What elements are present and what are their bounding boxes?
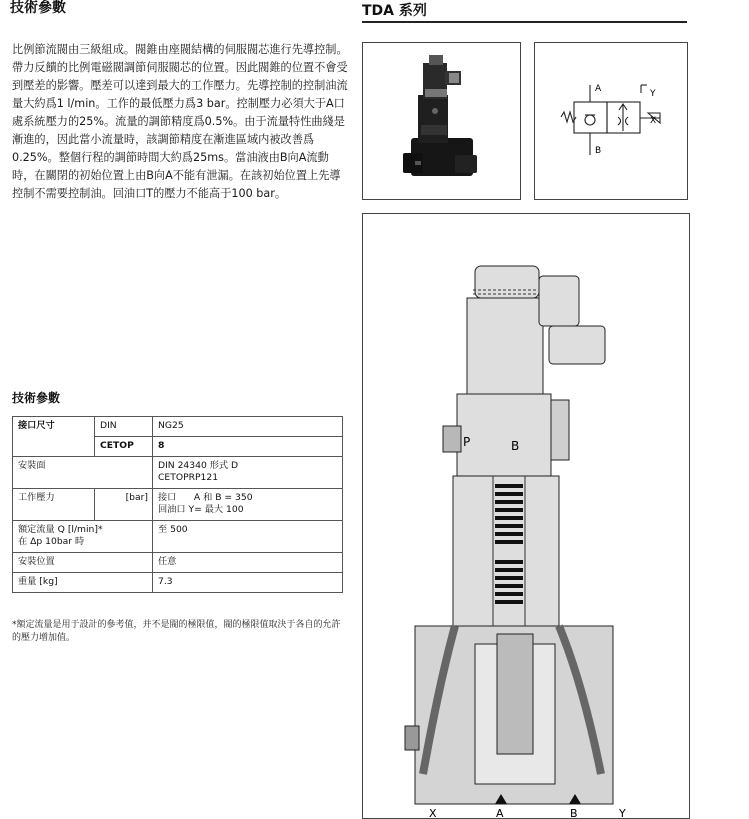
section-drawing-frame	[362, 213, 690, 819]
footnote: *額定流量是用于設計的參考值，并不是閥的極限值，閥的極限值取決于各自的允許的壓力增加值。	[12, 620, 341, 643]
hydraulic-symbol-frame	[534, 42, 688, 200]
cetop-label: CETOP	[95, 437, 153, 457]
symbol-label-y: Y	[650, 89, 656, 99]
spec-title: 技術參數	[12, 391, 61, 405]
pressure-line-1: 接口 A 和 B = 350	[158, 492, 253, 503]
mounting-line-2: CETOPRP121	[158, 472, 219, 483]
cetop-value: 8	[153, 437, 343, 457]
flow-value: 至 500	[153, 521, 343, 553]
pressure-label: 工作壓力	[13, 489, 95, 521]
section-label-a: A	[496, 807, 504, 818]
pressure-value	[153, 489, 343, 521]
weight-label: 重量 [kg]	[13, 573, 153, 593]
section-label-p: P	[463, 435, 471, 449]
table-row	[13, 417, 343, 437]
table-row	[13, 489, 343, 521]
din-label: DIN	[95, 417, 153, 437]
product-photo-frame	[362, 42, 521, 200]
table-row	[13, 521, 343, 553]
symbol-label-a: A	[595, 84, 602, 94]
section-label-b: B	[511, 439, 520, 453]
section-label-b2: B	[570, 807, 578, 818]
pressure-unit: [bar]	[95, 489, 153, 521]
weight-value: 7.3	[153, 573, 343, 593]
valve-section-drawing	[363, 214, 689, 818]
table-row	[13, 553, 343, 573]
series-title: TDA 系列	[362, 3, 427, 19]
spec-table	[12, 416, 343, 593]
table-row	[13, 573, 343, 593]
flow-label-line-1: 額定流量 Q [l/min]*	[18, 524, 103, 535]
position-label: 安裝位置	[13, 553, 153, 573]
section-label-y: Y	[619, 807, 626, 818]
valve-photo-image	[363, 43, 520, 199]
table-row	[13, 457, 343, 489]
section-title: 技術參數	[10, 0, 66, 16]
flow-label	[13, 521, 153, 553]
description-paragraph: 比例節流閥由三級組成。閥錐由座閥結構的伺服閥芯進行先導控制。帶力反饋的比例電磁閥調節伺服閥芯的位置。因此閥錐的位置不會受到壓差的影響。壓差可以達到最大的工作壓力。先導控制的控制油流量大約爲1 l/min。工作的最低壓力爲3 bar。控制壓力必須大于A口處系統壓力的25%。流量的調節精度爲0.5%。由于流量特性曲綫是漸進的，因此當小流量時，該調節精度在漸進區域内被改善爲0.25%。整個行程的調節時間大約爲25ms。當油液由B向A流動時，在關閉的初始位置上由B向A不能有泄漏。在該初始位置上先導控制不需要控制油。回油口T的壓力不能高于100 bar。	[12, 43, 348, 200]
position-value: 任意	[153, 553, 343, 573]
hydraulic-symbol	[535, 43, 687, 199]
mounting-label: 安裝面	[13, 457, 153, 489]
mounting-value	[153, 457, 343, 489]
symbol-label-b: B	[595, 146, 602, 156]
pressure-line-2: 回油口 Y= 最大 100	[158, 504, 244, 515]
header-rule	[362, 21, 687, 23]
flow-label-line-2: 在 Δp 10bar 時	[18, 536, 85, 547]
port-size-label: 接口尺寸	[13, 417, 95, 457]
mounting-line-1: DIN 24340 形式 D	[158, 460, 239, 471]
symbol-label-x: X	[650, 116, 657, 126]
din-value: NG25	[153, 417, 343, 437]
section-label-x: X	[429, 807, 437, 818]
